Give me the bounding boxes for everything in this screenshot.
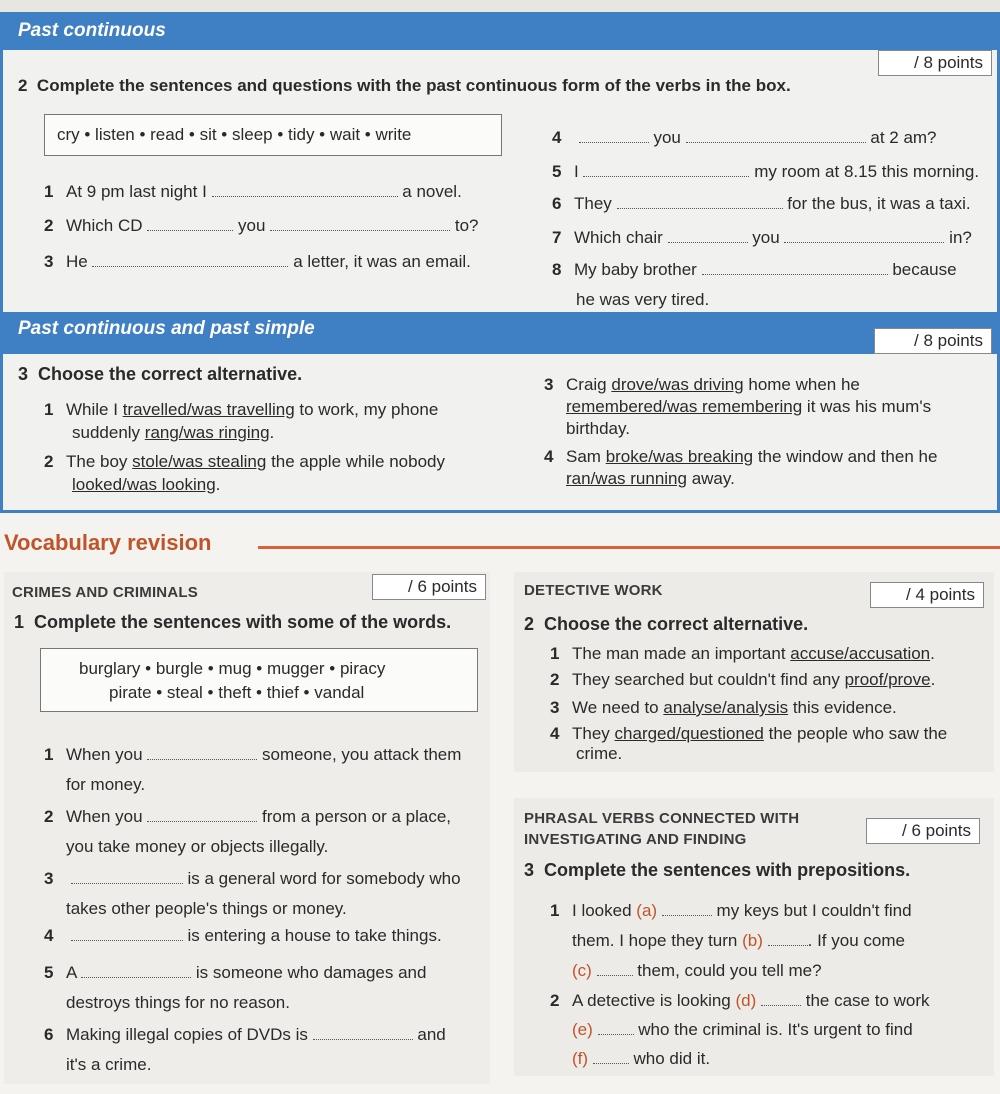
answer-blank[interactable]: [598, 1033, 634, 1035]
detective-choice-3: 3 We need to analyse/analysis this evidence.: [550, 698, 897, 717]
question-7: 7 Which chair you in?: [552, 228, 972, 247]
points-box: / 8 points: [878, 50, 992, 76]
exercise-instruction: 2 Choose the correct alternative.: [524, 614, 809, 634]
sentence-3: 3 He a letter, it was an email.: [44, 252, 471, 271]
answer-blank[interactable]: [761, 1004, 801, 1006]
exercise-number: 2: [18, 76, 28, 95]
choice-1: 1 While I travelled/was travelling to work, my phone suddenly rang/was ringing.: [44, 400, 439, 442]
answer-blank[interactable]: [313, 1038, 413, 1040]
crime-sentence-1: 1 When you someone, you attack them for money.: [44, 745, 462, 794]
sentence-2: 2 Which CD you to?: [44, 216, 479, 235]
verb-word-box: [44, 114, 502, 156]
answer-blank[interactable]: [662, 914, 712, 916]
crime-sentence-3: 3 is a general word for somebody who takes other people's things or money.: [44, 869, 461, 918]
word-list-line: pirate • steal • theft • thief • vandal: [109, 683, 365, 702]
detective-choice-2: 2 They searched but couldn't find any proof/prove.: [550, 670, 936, 689]
alternative-choice[interactable]: broke/was breaking: [605, 447, 754, 466]
detective-choice-1: 1 The man made an important accuse/accusation.: [550, 644, 935, 663]
crime-word-box: [40, 648, 478, 712]
answer-blank[interactable]: [81, 976, 191, 978]
alternative-choice[interactable]: stole/was stealing: [132, 452, 267, 471]
answer-blank[interactable]: [702, 273, 888, 275]
sentence-8: 8 My baby brother because: [552, 260, 957, 279]
sentence-5: 5 I my room at 8.15 this morning.: [552, 162, 980, 181]
crime-sentence-6: 6 Making illegal copies of DVDs is and it's a crime.: [44, 1025, 446, 1074]
alternative-choice[interactable]: rang/was ringing: [144, 423, 270, 442]
phrasal-sentence-1: 1 I looked (a) my keys but I couldn't find them. I hope they turn (b) . If you come (c) them, could you tell me?: [550, 901, 912, 980]
section-title: Past continuous: [18, 20, 166, 41]
exercise-instruction: 3 Choose the correct alternative.: [18, 364, 303, 384]
alternative-choice[interactable]: accuse/accusation: [790, 644, 931, 663]
choice-2: 2 The boy stole/was stealing the apple while nobody looked/was looking.: [44, 452, 445, 494]
answer-blank[interactable]: [617, 207, 783, 209]
crime-sentence-5: 5 A is someone who damages and destroys things for no reason.: [44, 963, 427, 1012]
points-box: / 4 points: [870, 582, 984, 608]
verb-list: cry • listen • read • sit • sleep • tidy • wait • write: [57, 125, 412, 144]
detective-heading: DETECTIVE WORK: [524, 582, 663, 599]
detective-choice-4: 4 They charged/questioned the people who saw the crime.: [550, 724, 948, 763]
answer-blank[interactable]: [597, 974, 633, 976]
points-box: / 6 points: [866, 818, 980, 844]
answer-blank[interactable]: [147, 820, 257, 822]
answer-blank[interactable]: [212, 195, 398, 197]
answer-blank[interactable]: [784, 241, 944, 243]
points-box: / 8 points: [874, 328, 992, 354]
answer-blank[interactable]: [71, 939, 183, 941]
answer-blank[interactable]: [668, 241, 748, 243]
section-title: Past continuous and past simple: [18, 318, 315, 339]
alternative-choice[interactable]: charged/questioned: [614, 724, 764, 743]
phrasal-sentence-2: 2 A detective is looking (d) the case to work (e) who the criminal is. It's urgent to find (f) who did it.: [550, 991, 930, 1068]
alternative-choice[interactable]: proof/prove: [844, 670, 931, 689]
answer-blank[interactable]: [92, 265, 288, 267]
alternative-choice[interactable]: analyse/analysis: [663, 698, 789, 717]
exercise-instruction: 3 Complete the sentences with prepositions.: [524, 860, 911, 880]
alternative-choice[interactable]: travelled/was travelling: [122, 400, 295, 419]
question-4: 4 you at 2 am?: [552, 128, 937, 147]
crime-sentence-2: 2 When you from a person or a place, you take money or objects illegally.: [44, 807, 451, 856]
answer-blank[interactable]: [147, 229, 233, 231]
answer-blank[interactable]: [583, 175, 749, 177]
instruction-text: Complete the sentences and questions with the past continuous form of the verbs in the box.: [36, 76, 791, 95]
answer-blank[interactable]: [147, 758, 257, 760]
sentence-1: 1 At 9 pm last night I a novel.: [44, 182, 462, 201]
answer-blank[interactable]: [686, 141, 866, 143]
title-rule: [258, 546, 1000, 549]
answer-blank[interactable]: [768, 944, 808, 946]
vocab-title: Vocabulary revision: [4, 530, 212, 555]
crime-sentence-4: 4 is entering a house to take things.: [44, 926, 442, 945]
phrasal-heading: PHRASAL VERBS CONNECTED WITH INVESTIGATING AND FINDING: [524, 810, 800, 848]
word-list-line: burglary • burgle • mug • mugger • piracy: [79, 659, 386, 678]
crimes-heading: CRIMES AND CRIMINALS: [12, 584, 198, 601]
answer-blank[interactable]: [579, 141, 649, 143]
top-paper-strip: [0, 0, 1000, 12]
exercise-instruction: 1 Complete the sentences with some of the words.: [14, 612, 452, 632]
answer-blank[interactable]: [71, 882, 183, 884]
sentence-8-continued: he was very tired.: [576, 290, 710, 309]
alternative-choice[interactable]: drove/was driving: [611, 375, 744, 394]
alternative-choice[interactable]: ran/was running: [566, 469, 687, 488]
alternative-choice[interactable]: remembered/was remembering: [566, 397, 803, 416]
choice-4: 4 Sam broke/was breaking the window and then he ran/was running away.: [544, 447, 938, 488]
answer-blank[interactable]: [270, 229, 450, 231]
alternative-choice[interactable]: looked/was looking: [72, 475, 216, 494]
sentence-6: 6 They for the bus, it was a taxi.: [552, 194, 971, 213]
points-box: / 6 points: [372, 574, 486, 600]
choice-3: 3 Craig drove/was driving home when he remembered/was remembering it was his mum's birthday.: [544, 375, 932, 438]
answer-blank[interactable]: [593, 1062, 629, 1064]
exercise-instruction: [18, 76, 791, 96]
